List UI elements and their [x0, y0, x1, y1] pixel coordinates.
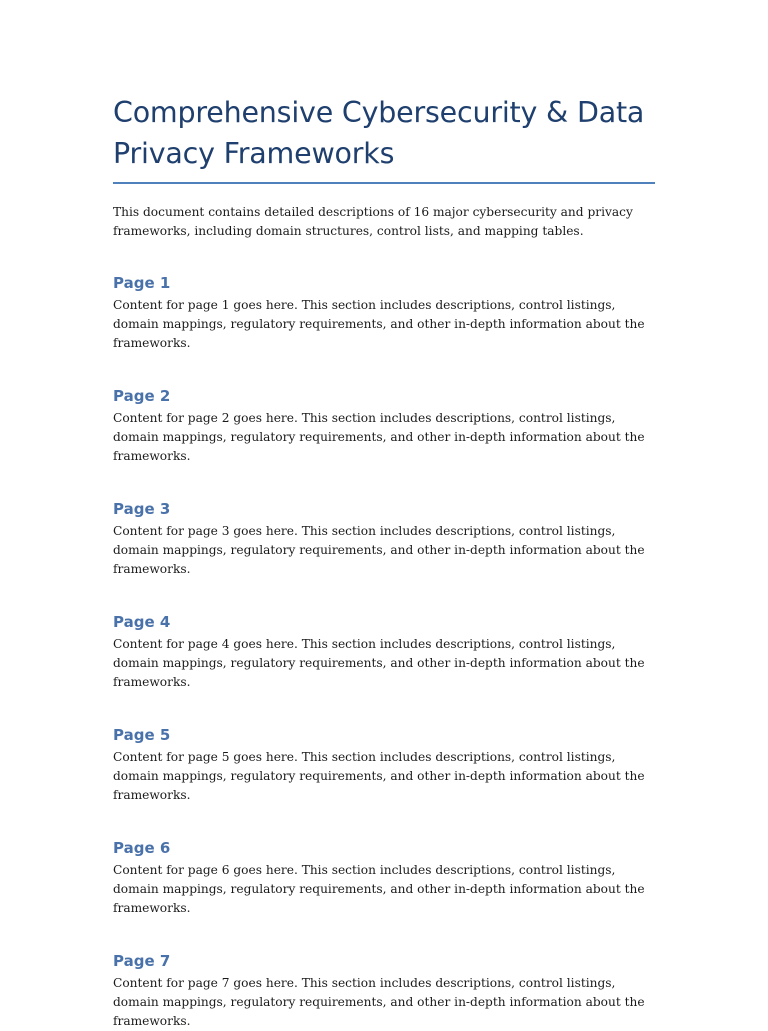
section-page-4: [113, 612, 655, 692]
section-page-5: [113, 725, 655, 805]
section-page-1: [113, 273, 655, 353]
section-body: Content for page 7 goes here. This section includes descriptions, control listings, domain mappings, regulatory requirements, and other in-depth information about the frameworks.: [113, 976, 645, 1028]
section-heading: Page 1: [113, 274, 171, 292]
section-body: Content for page 3 goes here. This section includes descriptions, control listings, domain mappings, regulatory requirements, and other in-depth information about the frameworks.: [113, 524, 645, 576]
section-page-3: [113, 499, 655, 579]
section-heading: Page 3: [113, 500, 171, 518]
section-body: Content for page 5 goes here. This section includes descriptions, control listings, domain mappings, regulatory requirements, and other in-depth information about the frameworks.: [113, 750, 645, 802]
section-body: Content for page 1 goes here. This section includes descriptions, control listings, domain mappings, regulatory requirements, and other in-depth information about the frameworks.: [113, 298, 645, 350]
section-page-6: [113, 838, 655, 918]
document-title: Comprehensive Cybersecurity & Data Privacy Frameworks: [113, 92, 655, 184]
section-heading: Page 6: [113, 839, 171, 857]
section-heading: Page 2: [113, 387, 171, 405]
section-heading: Page 7: [113, 952, 171, 970]
section-body: Content for page 2 goes here. This section includes descriptions, control listings, domain mappings, regulatory requirements, and other in-depth information about the frameworks.: [113, 411, 645, 463]
section-heading: Page 5: [113, 726, 171, 744]
section-body: Content for page 4 goes here. This section includes descriptions, control listings, domain mappings, regulatory requirements, and other in-depth information about the frameworks.: [113, 637, 645, 689]
intro-paragraph: This document contains detailed descriptions of 16 major cybersecurity and privacy frameworks, including domain structures, control lists, and mapping tables.: [113, 205, 633, 238]
section-heading: Page 4: [113, 613, 171, 631]
section-page-7: [113, 951, 655, 1031]
document-page: [113, 92, 655, 1031]
section-page-2: [113, 386, 655, 466]
section-body: Content for page 6 goes here. This section includes descriptions, control listings, domain mappings, regulatory requirements, and other in-depth information about the frameworks.: [113, 863, 645, 915]
